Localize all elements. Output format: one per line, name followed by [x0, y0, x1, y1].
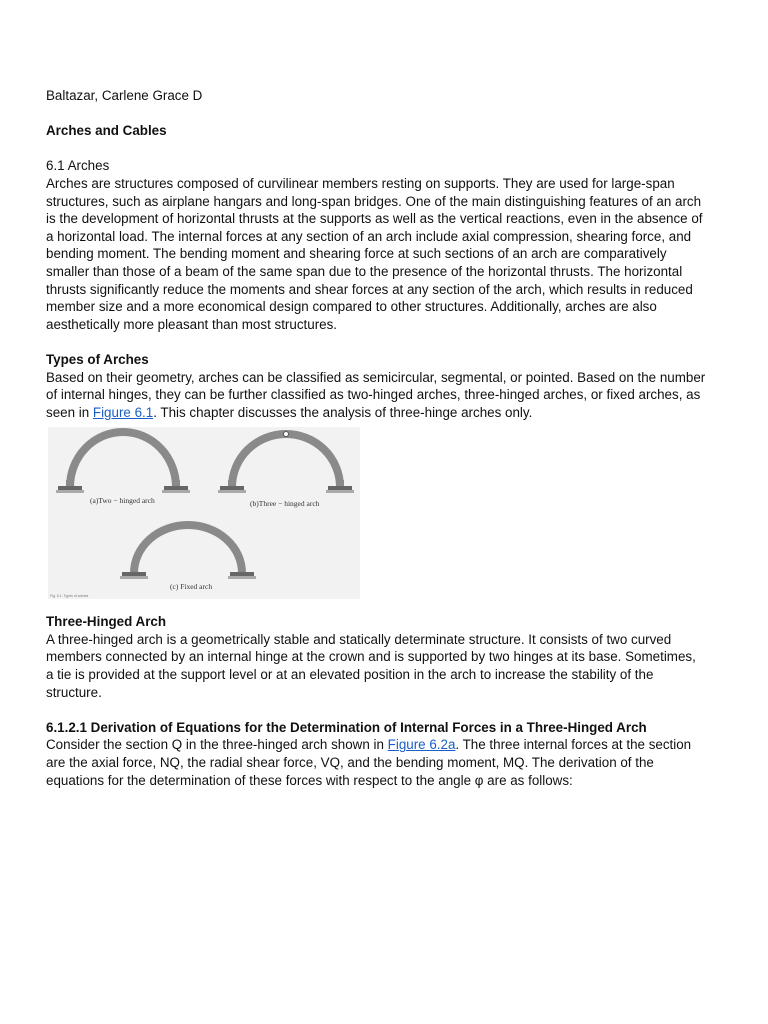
- document-page: [46, 87, 706, 789]
- derivation-paragraph: [46, 736, 706, 789]
- document-title: Arches and Cables: [46, 123, 167, 139]
- types-text-before: Based on their geometry, arches can be classified as semicircular, segmental, or pointed. Based on the number of internal hinges, they can be further classified as two-hinged arches, three-hinged arches, or fixed arches, as seen in: [46, 369, 706, 420]
- types-heading: Types of Arches: [46, 351, 149, 367]
- derivation-text-after: . The three internal forces at the section are the axial force, NQ, the radial shear force, VQ, and the bending moment, MQ. The derivation of the equations for the determination of these forces with respect to the angle φ are as follows:: [46, 737, 692, 788]
- author-name: Baltazar, Carlene Grace D: [46, 88, 203, 103]
- fixed-arch-drawing: [120, 525, 256, 579]
- types-paragraph: [46, 369, 706, 422]
- derivation-text-before: Consider the section Q in the three-hinged arch shown in: [46, 737, 388, 753]
- label-three-hinged: (b)Three − hinged arch: [250, 499, 320, 509]
- three-hinged-heading: Three-Hinged Arch: [46, 614, 167, 630]
- types-text-after: . This chapter discusses the analysis of three-hinge arches only.: [153, 404, 533, 420]
- section-heading: 6.1 Arches: [46, 158, 110, 174]
- figure-caption: Fig. 6.1. Types of arches: [50, 594, 89, 599]
- label-two-hinged: (a)Two − hinged arch: [90, 496, 155, 506]
- figure-6-2a-link[interactable]: Figure 6.2a: [387, 737, 456, 753]
- three-hinged-arch-drawing: [218, 432, 354, 493]
- figure-6-1-link[interactable]: Figure 6.1: [92, 404, 154, 420]
- label-fixed: (c) Fixed arch: [170, 582, 213, 592]
- derivation-heading: 6.1.2.1 Derivation of Equations for the Determination of Internal Forces in a Three-Hinged Arch: [46, 719, 647, 735]
- arch-types-diagram: [48, 427, 360, 599]
- two-hinged-arch-drawing: [56, 432, 190, 493]
- intro-paragraph: Arches are structures composed of curvilinear members resting on supports. They are used for large-span structures, such as airplane hangars and long-span bridges. One of the main distinguishing features of an arch is the development of horizontal thrusts at the supports as well as the vertical reactions, even in the absence of a horizontal load. The internal forces at any section of an arch include axial compression, shearing force, and bending moment. The bending moment and shearing force at such sections of an arch are comparatively smaller than those of a beam of the same span due to the presence of the horizontal thrusts. The horizontal thrusts significantly reduce the moments and shear forces at any section of the arch, which results in reduced member size and a more economical design compared to other structures. Additionally, arches are also aesthetically more pleasant than most structures.: [46, 175, 703, 332]
- three-hinged-paragraph: A three-hinged arch is a geometrically stable and statically determinate structure. It consists of two curved members connected by an internal hinge at the crown and is supported by two hinges at its base. Sometimes, a tie is provided at the support level or at an elevated position in the arch to increase the stability of the structure.: [46, 631, 696, 700]
- arch-types-figure: [48, 427, 360, 599]
